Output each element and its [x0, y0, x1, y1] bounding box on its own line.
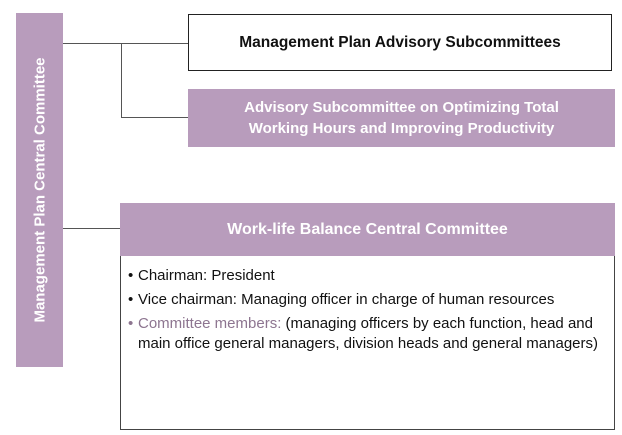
- wlb-committee-header: [120, 203, 615, 256]
- chairman-item: [128, 266, 606, 286]
- connector-vertical: [121, 43, 122, 118]
- vice-chairman-text: Vice chairman: Managing officer in charge of human resources: [138, 291, 555, 308]
- wlb-committee-title: Work-life Balance Central Committee: [227, 220, 508, 238]
- bullet: •: [128, 267, 134, 284]
- members-text: [138, 314, 606, 354]
- central-committee-bar: [16, 13, 63, 367]
- advisory-optimizing-line2: Working Hours and Improving Productivity: [248, 120, 555, 137]
- advisory-optimizing-line1: Advisory Subcommittee on Optimizing Total: [244, 99, 559, 116]
- vice-chairman-item: [128, 290, 606, 310]
- members-label: Committee members:: [138, 315, 282, 332]
- connector-top: [63, 43, 188, 44]
- advisory-subcommittees-label: Management Plan Advisory Subcommittees: [239, 33, 561, 51]
- connector-middle: [121, 117, 188, 118]
- advisory-optimizing-box: [188, 89, 615, 147]
- members-item: [128, 314, 606, 354]
- advisory-subcommittees-box: [188, 14, 612, 71]
- wlb-committee-details: [120, 256, 615, 430]
- bullet: •: [128, 291, 134, 308]
- central-committee-label: Management Plan Central Committee: [31, 57, 48, 323]
- members-description: (managing officers by each function, head and main office general managers, division heads and general managers): [138, 315, 598, 352]
- connector-bottom: [63, 228, 120, 229]
- chairman-text: Chairman: President: [138, 267, 275, 284]
- bullet: •: [128, 315, 134, 332]
